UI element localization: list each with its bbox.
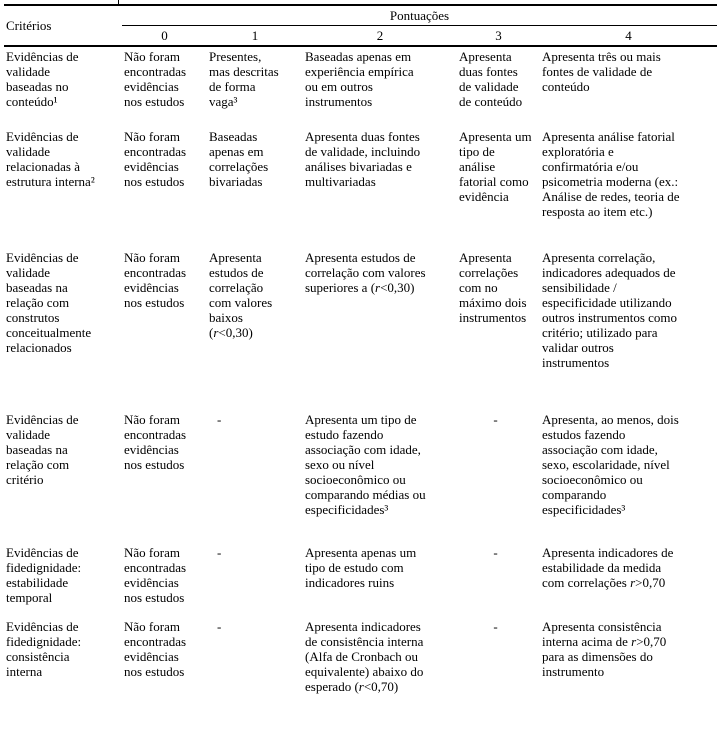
score-cell: Não foram encontradas evidências nos estudos [124, 129, 187, 189]
table-header [4, 5, 717, 46]
score-cell: Não foram encontradas evidências nos estudos [124, 619, 187, 679]
score-cell: - [493, 545, 498, 560]
score-column-header-0: 0 [122, 26, 207, 47]
criterion-cell: Evidências de validade baseadas no conteúdo¹ [6, 49, 79, 109]
score-cell: - [493, 412, 498, 427]
criterion-cell: Evidências de validade relacionadas à estrutura interna² [6, 129, 95, 189]
criterion-cell: Evidências de fidedignidade: consistência interna [6, 619, 82, 679]
score-cell: Apresenta indicadores de consistência interna (Alfa de Cronbach ou equivalente) abaixo do esperado (r<0,70) [305, 619, 424, 694]
score-column-header-4: 4 [540, 26, 717, 47]
score-column-header-3: 3 [457, 26, 540, 47]
table-row [4, 46, 717, 127]
table-row [4, 127, 717, 248]
table-row [4, 410, 717, 543]
score-cell: Apresenta um tipo de análise fatorial como evidência [459, 129, 532, 204]
score-cell: Apresenta correlação, indicadores adequados de sensibilidade / especificidade utilizando outros instrumentos como critério; utilizado para validar outros instrumentos [542, 250, 678, 370]
scoring-criteria-table [4, 4, 717, 736]
table-row [4, 248, 717, 410]
criterion-cell: Evidências de validade baseadas na relação com critério [6, 412, 79, 487]
criteria-column-header: Critérios [4, 5, 122, 46]
score-cell: - [217, 545, 222, 560]
score-cell: - [217, 412, 222, 427]
header-group-row [4, 5, 717, 26]
score-cell: Baseadas apenas em correlações bivariadas [209, 129, 269, 189]
criterion-cell: Evidências de fidedignidade: estabilidade temporal [6, 545, 82, 605]
score-column-header-2: 2 [303, 26, 457, 47]
score-cell: Apresenta três ou mais fontes de validade de conteúdo [542, 49, 661, 94]
score-cell: Presentes, mas descritas de forma vaga³ [209, 49, 279, 109]
score-cell: Apresenta apenas um tipo de estudo com indicadores ruins [305, 545, 417, 590]
score-cell: Baseadas apenas em experiência empírica ou em outros instrumentos [305, 49, 414, 109]
score-cell: Apresenta, ao menos, dois estudos fazendo associação com idade, sexo, escolaridade, nível socioeconômico ou comparando especificidades³ [542, 412, 679, 517]
score-cell: Apresenta duas fontes de validade, incluindo análises bivariadas e multivariadas [305, 129, 421, 189]
score-cell: Apresenta indicadores de estabilidade da medida com correlações r>0,70 [542, 545, 674, 590]
score-cell: Apresenta correlações com no máximo dois instrumentos [459, 250, 527, 325]
scores-group-header: Pontuações [122, 5, 717, 26]
table-body [4, 46, 717, 736]
table-border-artifact [118, 0, 119, 5]
criterion-cell: Evidências de validade baseadas na relação com construtos conceitualmente relacionados [6, 250, 92, 355]
score-column-header-1: 1 [207, 26, 303, 47]
score-cell: Apresenta um tipo de estudo fazendo associação com idade, sexo ou nível socioeconômico ou comparando médias ou especificidades³ [305, 412, 426, 517]
score-cell: - [493, 619, 498, 634]
score-cell: - [217, 619, 222, 634]
score-cell: Apresenta estudos de correlação com valores superiores a (r<0,30) [305, 250, 426, 295]
score-cell: Não foram encontradas evidências nos estudos [124, 545, 187, 605]
score-cell: Não foram encontradas evidências nos estudos [124, 49, 187, 109]
score-cell: Apresenta análise fatorial exploratória e confirmatória e/ou psicometria moderna (ex.: Análise de redes, teoria de resposta ao item etc.) [542, 129, 680, 219]
score-cell: Não foram encontradas evidências nos estudos [124, 412, 187, 472]
score-cell: Não foram encontradas evidências nos estudos [124, 250, 187, 310]
score-cell: Apresenta consistência interna acima de r>0,70 para as dimensões do instrumento [542, 619, 667, 679]
table-row [4, 617, 717, 736]
table-row [4, 543, 717, 617]
score-cell: Apresenta duas fontes de validade de conteúdo [459, 49, 523, 109]
score-cell: Apresenta estudos de correlação com valores baixos (r<0,30) [209, 250, 273, 340]
